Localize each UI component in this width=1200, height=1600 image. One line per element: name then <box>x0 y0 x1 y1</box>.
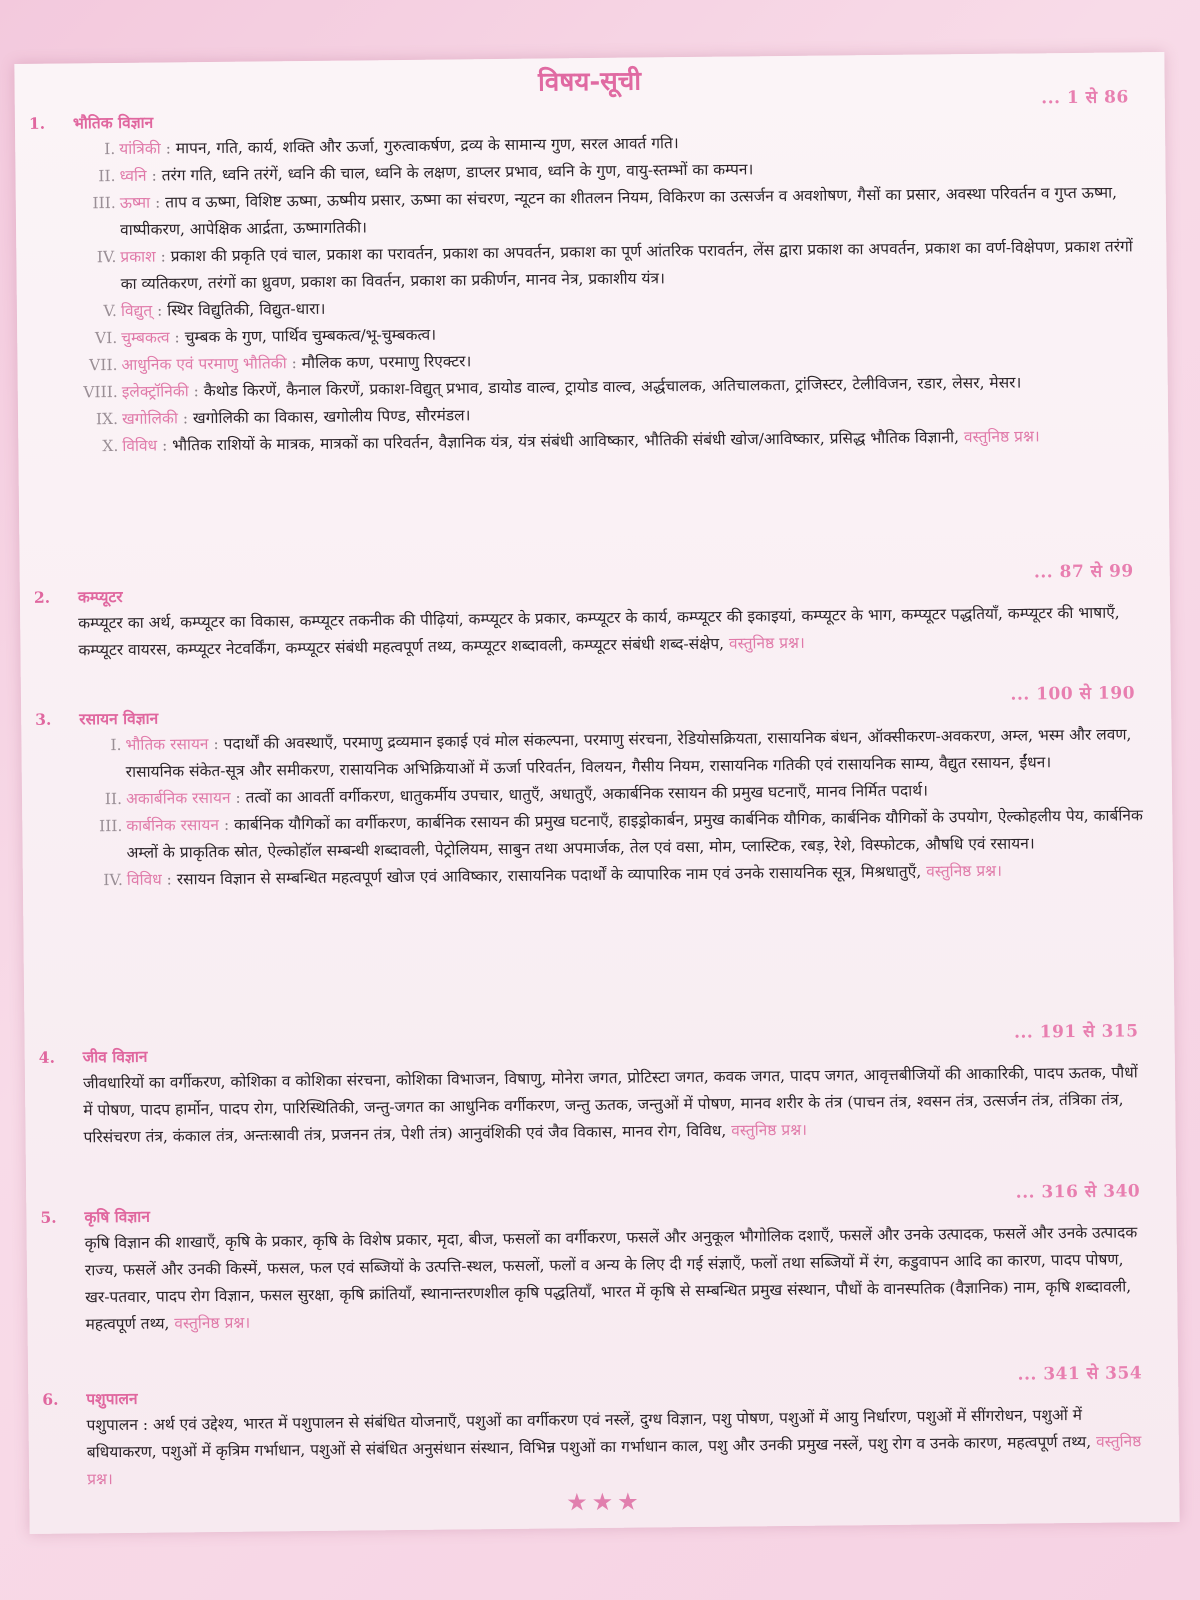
subtopic-label: ऊष्मा <box>119 193 151 212</box>
subtopic-text: मापन, गति, कार्य, शक्ति और ऊर्जा, गुरुत्वाकर्षण, द्रव्य के सामान्य गुण, सरल आवर्त गति। <box>175 134 679 158</box>
separator: : <box>157 436 173 455</box>
separator: : <box>160 139 176 158</box>
subtopic-text: प्रकाश की प्रकृति एवं चाल, प्रकाश का परावर्तन, प्रकाश का अपवर्तन, प्रकाश का पूर्ण आंतरिक परावर्तन, लेंस द्वारा प्रकाश का अपवर्तन, प्रकाश का वर्ण-विक्षेपण, प्रकाश तरंगों का व्यतिकरण, तरंगों का ध्रुवण, प्रकाश का विवर्तन, प्रकाश का प्रकीर्णन, मानव नेत्र, प्रकाशीय यंत्र। <box>120 237 1133 293</box>
subtopic-number: I. <box>104 140 116 159</box>
subtopic-label: यांत्रिकी <box>119 139 161 158</box>
subtopic-number: II. <box>104 789 123 809</box>
separator: : <box>188 382 204 401</box>
objective-questions-link: वस्तुनिष्ठ प्रश्न। <box>926 861 1003 881</box>
section-number: 5. <box>40 1207 57 1227</box>
section-title: रसायन विज्ञान <box>79 708 159 729</box>
page-range: ... 87 से 99 <box>1033 561 1134 583</box>
page-range: ... 100 से 190 <box>1010 683 1136 705</box>
subtopic-number: IV. <box>96 248 117 267</box>
section-physics <box>28 87 1141 461</box>
section-title: पशुपालन <box>86 1388 138 1409</box>
section-title: कृषि विज्ञान <box>84 1206 150 1227</box>
subtopic-text: खगोलिकी का विकास, खगोलीय पिण्ड, सौरमंडल। <box>192 406 471 428</box>
section-animal-husbandry <box>42 1363 1151 1494</box>
separator: : <box>286 354 302 373</box>
subtopic-number: VI. <box>94 328 118 348</box>
subtopic-text: चुम्बक के गुण, पार्थिव चुम्बकत्व/भू-चुम्बकत्व। <box>184 325 437 347</box>
section-computer <box>33 561 1143 665</box>
separator: : <box>169 328 185 347</box>
section-number: 6. <box>42 1389 59 1409</box>
subtopic-text: मौलिक कण, परमाणु रिएक्टर। <box>301 352 472 373</box>
section-title: कम्प्यूटर <box>77 586 123 607</box>
subtopic-text: तरंग गति, ध्वनि तरंगें, ध्वनि की चाल, ध्वनि के लक्षण, डाप्लर प्रभाव, ध्वनि के गुण, वायु-स्तम्भों का कम्पन। <box>161 160 754 185</box>
subtopic-text: स्थिर विद्युतिकी, विद्युत-धारा। <box>167 299 326 320</box>
section-agriculture <box>40 1181 1149 1339</box>
page-range: ... 316 से 340 <box>1015 1181 1141 1203</box>
subtopic-label: विविध <box>126 870 162 889</box>
section-number: 2. <box>33 587 51 607</box>
section-number: 4. <box>38 1047 56 1067</box>
subtopic-label: खगोलिकी <box>121 409 179 428</box>
subtopic-text: कैथोड किरणें, कैनाल किरणें, प्रकाश-विद्युत् प्रभाव, डायोड वाल्व, ट्रायोड वाल्व, अर्द्धचालक, अतिचालकता, ट्रांजिस्टर, टेलीविजन, रडार, लेसर, मेसर। <box>203 373 1022 401</box>
separator: : <box>150 193 166 212</box>
subtopic-text: पदार्थों की अवस्थाएँ, परमाणु द्रव्यमान इकाई एवं मोल संकल्पना, परमाणु संरचना, रेडियोसक्रियता, रासायनिक बंधन, ऑक्सीकरण-अवकरण, अम्ल, भस्म और लवण, रासायनिक संकेत-सूत्र और समीकरण, रासायनिक अभिक्रियाओं में ऊर्जा परिवर्तन, विलयन, गैसीय नियम, रासायनिक गतिकी एवं रासायनिक साम्य, वैद्युत रसायन, ईंधन। <box>125 725 1132 781</box>
section-number: 3. <box>35 709 52 729</box>
separator: : <box>177 409 194 428</box>
subtopic-label: प्रकाश <box>120 247 156 266</box>
subtopic-number: IV. <box>103 870 123 890</box>
section-text <box>39 1059 1148 1152</box>
subtopic-text: तत्वों का आवर्ती वर्गीकरण, धातुकर्मीय उपचार, धातुएँ, अधातुएँ, अकार्बनिक रसायन की प्रमुख घटनाएँ, मानव निर्मित पदार्थ। <box>245 781 929 807</box>
section-description: कम्प्यूटर का अर्थ, कम्प्यूटर का विकास, कम्प्यूटर तकनीक की पीढ़ियां, कम्प्यूटर के प्रकार, कम्प्यूटर के कार्य, कम्प्यूटर की इकाइयां, कम्प्यूटर के भाग, कम्प्यूटर पद्धतियाँ, कम्प्यूटर की भाषाएँ, कम्प्यूटर वायरस, कम्प्यूटर नेटवर्किंग, कम्प्यूटर संबंधी महत्वपूर्ण तथ्य, कम्प्यूटर शब्दावली, कम्प्यूटर संबंधी शब्द-संक्षेप, <box>78 603 1120 660</box>
objective-questions-link: वस्तुनिष्ठ प्रश्न। <box>87 1432 1142 1489</box>
book-page <box>14 52 1179 1534</box>
subtopic-label: भौतिक रसायन <box>125 735 209 754</box>
page-range: ... 1 से 86 <box>1041 87 1129 109</box>
section-number: 1. <box>28 113 46 133</box>
objective-questions-link: वस्तुनिष्ठ प्रश्न। <box>174 1313 251 1333</box>
subtopic-number: IX. <box>95 409 119 429</box>
separator: : <box>230 788 246 807</box>
subtopic-number: III. <box>98 816 123 836</box>
subtopic-number: X. <box>102 436 119 456</box>
section-description: पशुपालन : अर्थ एवं उद्देश्य, भारत में पशुपालन से संबंधित योजनाएँ, पशुओं का वर्गीकरण एवं नस्लें, दुग्ध विज्ञान, पशु पोषण, पशुओं में आयु निर्धारण, पशुओं में सींगरोधन, पशुओं में बधियाकरण, पशुओं में कृत्रिम गर्भाधान, पशुओं से संबंधित अनुसंधान संस्थान, विभिन्न पशुओं का गर्भाधान काल, पशु और उनकी प्रमुख नस्लें, पशु रोग व उनके कारण, महत्वपूर्ण तथ्य, <box>86 1405 1092 1462</box>
separator: : <box>161 870 177 889</box>
page-range: ... 341 से 354 <box>1017 1363 1143 1385</box>
subtopic-label: अकार्बनिक रसायन <box>125 788 231 808</box>
subtopic-label: चुम्बकत्व <box>121 328 170 347</box>
subtopic-text: ताप व ऊष्मा, विशिष्ट ऊष्मा, ऊष्मीय प्रसार, ऊष्मा का संचरण, न्यूटन का शीतलन नियम, विकिरण का उत्सर्जन व अवशोषण, गैसों का प्रसार, अवस्था परिवर्तन व गुप्त ऊष्मा, वाष्पीकरण, आपेक्षिक आर्द्रता, ऊष्मागतिकी। <box>119 183 1118 239</box>
subtopic-label: आधुनिक एवं परमाणु भौतिकी <box>121 354 287 374</box>
subtopic-number: III. <box>92 194 116 213</box>
subtopic-label: ध्वनि <box>119 166 147 185</box>
subtopic-text: कार्बनिक यौगिकों का वर्गीकरण, कार्बनिक रसायन की प्रमुख घटनाएँ, हाइड्रोकार्बन, प्रमुख कार्बनिक यौगिक, कार्बनिक यौगिकों के उपयोग, ऐल्कोहलीय पेय, कार्बनिक अम्लों के प्राकृतिक स्रोत, ऐल्कोहॉल सम्बन्धी शब्दावली, पेट्रोलियम, साबुन तथा अपमार्जक, तेल एवं वसा, मोम, प्लास्टिक, रबड़, रेशे, विस्फोटक, औषधि एवं रसायन। <box>126 806 1143 862</box>
separator: : <box>152 301 168 320</box>
separator: : <box>208 734 224 754</box>
section-text <box>42 1401 1151 1494</box>
section-text <box>41 1219 1150 1339</box>
subtopic-label: विद्युत् <box>120 301 153 320</box>
section-chemistry <box>35 683 1145 895</box>
subtopic-number: VII. <box>89 355 118 375</box>
section-title: जीव विज्ञान <box>82 1046 148 1067</box>
page-title: विषय-सूची <box>537 66 642 98</box>
separator: : <box>218 815 235 834</box>
subtopic-number: I. <box>110 735 122 755</box>
section-description: जीवधारियों का वर्गीकरण, कोशिका व कोशिका संरचना, कोशिका विभाजन, विषाणु, मोनेरा जगत, प्रोटिस्टा जगत, कवक जगत, पादप जगत, आवृत्तबीजियों की आकारिकी, पादप ऊतक, पौधों में पोषण, पादप हार्मोन, पादप रोग, पारिस्थितिकी, जन्तु-जगत का आधुनिक वर्गीकरण, जन्तु ऊतक, जन्तुओं में पोषण, मानव शरीर के तंत्र (पाचन तंत्र, श्वसन तंत्र, उत्सर्जन तंत्र, तंत्रिका तंत्र, परिसंचरण तंत्र, कंकाल तंत्र, अन्तःस्रावी तंत्र, प्रजनन तंत्र, पेशी तंत्र) आनुवंशिकी एवं जैव विकास, मानव रोग, विविध, <box>82 1063 1138 1147</box>
objective-questions-link: वस्तुनिष्ठ प्रश्न। <box>728 633 805 653</box>
footer-stars: ★★★ <box>565 1487 643 1517</box>
subtopic-number: II. <box>98 167 116 186</box>
subtopic-text: भौतिक राशियों के मात्रक, मात्रकों का परिवर्तन, वैज्ञानिक यंत्र, यंत्र संबंधी आविष्कार, भौतिकी संबंधी खोज/आविष्कार, प्रसिद्ध भौतिक विज्ञानी, <box>172 428 960 455</box>
objective-questions-link: वस्तुनिष्ठ प्रश्न। <box>963 427 1040 447</box>
subtopic-label: कार्बनिक रसायन <box>126 815 220 835</box>
objective-questions-link: वस्तुनिष्ठ प्रश्न। <box>731 1120 808 1140</box>
separator: : <box>146 166 162 185</box>
subtopic-label: इलेक्ट्रॉनिकी <box>121 382 189 401</box>
separator: : <box>155 247 171 266</box>
subtopic-number: VIII. <box>83 382 118 402</box>
section-title: भौतिक विज्ञान <box>72 112 154 133</box>
subtopic-label: विविध <box>122 436 158 455</box>
page-range: ... 191 से 315 <box>1013 1021 1139 1043</box>
subtopic-text: रसायन विज्ञान से सम्बन्धित महत्वपूर्ण खोज एवं आविष्कार, रासायनिक पदार्थों के व्यापारिक नाम एवं उनके रासायनिक सूत्र, मिश्रधातुएँ, <box>176 862 922 889</box>
subtopic-number: V. <box>103 302 118 321</box>
section-description: कृषि विज्ञान की शाखाएँ, कृषि के प्रकार, कृषि के विशेष प्रकार, मृदा, बीज, फसलों का वर्गीकरण, फसलें और अनुकूल भौगोलिक दशाएँ, फसलें और उनके उत्पादक, फसलें और उनके उत्पादक राज्य, फसलें और उनकी किस्में, फसल, फल एवं सब्जियों के उत्पत्ति-स्थल, फसलों, फलों व अन्य के लिए दी गई संज्ञाएँ, फलों तथा सब्जियों में रंग, कडुवापन आदि का कारण, पादप पोषण, खर-पतवार, पादप रोग विज्ञान, फसल सुरक्षा, कृषि क्रांतियाँ, स्थानान्तरणशील कृषि पद्धतियाँ, भारत में कृषि से सम्बन्धित प्रमुख संस्थान, पौधों के वानस्पतिक (वैज्ञानिक) नाम, कृषि शब्दावली, महत्वपूर्ण तथ्य, <box>84 1223 1138 1334</box>
section-biology <box>38 1021 1148 1152</box>
